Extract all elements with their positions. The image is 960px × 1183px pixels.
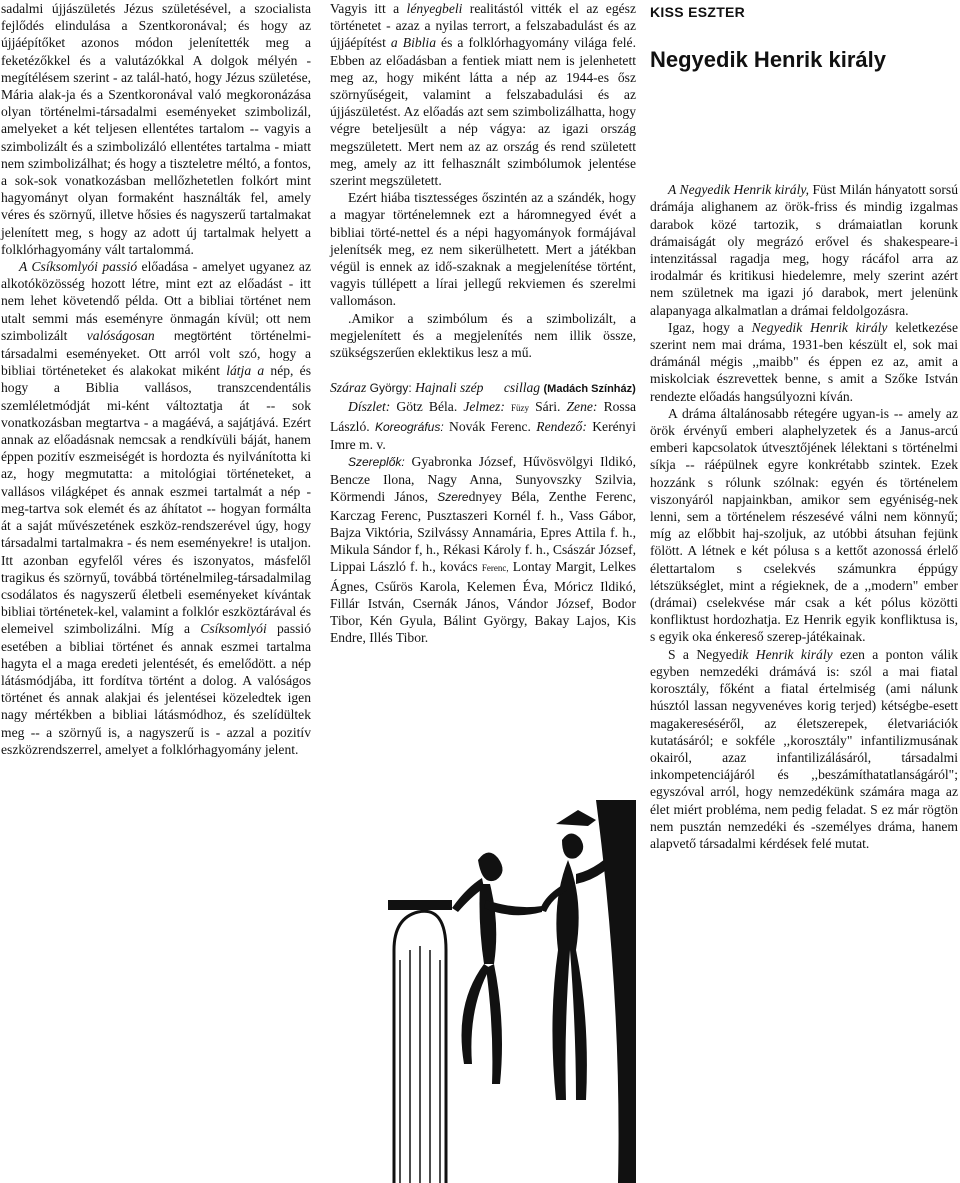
text-run: keletkezése szerint nem mai dráma, 1931-ben készült el, sok mai drámánál mégis ,,maibb" és éppen ez az, amit a miskolciak észrevettek benne, s amit a Szőke István rendezte előadás hangsúlyozni kíván. (650, 319, 958, 404)
credit-name: Götz Béla. (396, 399, 458, 415)
text-run: Füst Milán hányatott sorsú drámája alighanem az örök-friss és mindig izgalmas darabok közé tartozik, s drámaiatlan korunk drámaiságát oly megrázó erővel és shakespeare-i intenzitással ragadja meg, hogy rácáfol arra az irodalmár és kritikusi hiedelemre, mely szerint azért nem születnek ma igazi jó darabok, mert jelenünk alapanyaga alkalmatlan a drámai feldolgozásra. (650, 182, 958, 318)
paragraph: A dráma általánosabb rétegére ugyan-is -- amely az örök érvényű emberi alaphelyzetek és a Janus-arcú emberi kapcsolatok útvesztőjének lélektani s történelmi síkja -- ráépülnek egyre konkrétabb szintek. Ezek hozzánk s rólunk szólnak: egyén és történelem viszonyáról napjainkban, amikor sem egyéniség-nek lenni, sem a történelem részesévé válni nem könnyű; míg az előbbit haj-szoljuk, az utóbbi átsuhan fejünk fölött. A létnek e két pólusa s a kettőt azonossá érlelő élettartalom s cselekvés számunkra éppúgy létszükséglet, mint a régieknek, de a ,,modern" ember (drámai) cselekvése már csak a két pólus közötti konfliktust hordozhatja. Ez Henrik egyik konfliktusa is, s egyik oka énkereső szerep-játékainak. (650, 405, 958, 645)
spacer (650, 73, 958, 181)
credit-label: Zene: (566, 399, 598, 415)
text-run: történelmi-társadalmi eseményeket. Ott arról volt szó, hogy a bibliai történeteket és alakokat miként (1, 327, 312, 379)
credit-name: Novák Ferenc. (449, 418, 531, 434)
credits-play (330, 379, 636, 398)
text-run: és a folklórhagyomány világa felé. Ebben az előadásban a fentiek miatt nem is jelenhetett meg az, hogy miként látta a nép az 1944-es ősz szörnyűségeit, valamint a felszabadulási és az újjászületést. Az előadás azt sem szimbolizálhatta, hogy végre beteljesült a nép vágya: az igazi ország megszületett. Mert nem az az ország és rend született meg, amely az itt felhasznált szimbólumok jelentése szerint megszületett. (330, 35, 636, 189)
italic-title: A Negyedik Henrik király, (668, 182, 810, 198)
text-run: előadása - amelyet ugyanez az alkotóközösség hozott létre, mint ezt az előadást - itt nem lehet követendő példa. Ott a bibliai történet nem utalt semmi más eseményre önmagán kívül; ott nem szimbolizált (1, 259, 311, 343)
paragraph: Ezért hiába tisztességes őszintén az a szándék, hogy a magyar történelemnek ezt a háromnegyed évét a bibliai törté-nettel és a népi hagyományok formájával jelenítsék meg, ez nem sikerülhetett. Mert a játékban végül is ennek az idő-szaknak a megjelenítése történt, vagyis túllépett a lírai jellegű rekviemen és szerelmi vallomáson. (330, 190, 636, 309)
paragraph (1, 258, 311, 758)
paragraph (650, 319, 958, 405)
text-run: passió esetében a bibliai történet és annak eszmei tartalma hagyta el a maga eredeti jelentését, és emelődött. a nép látásmódjába, itt fordítva történt a dolog. A valóságos történet és annak alakjai és jelentései közeledtek igen nagy mértékben a bibliai látásmódhoz, és szelídültek meg -- a szörnyű is, a nagyszerű is - azzal a pozitív eszközrendszerrel, amelyet a folklórhagyomány jelent. (1, 621, 311, 757)
text-run: Lontay Margit, Lelkes Ágnes, Csűrös Karola, Kelemen Éva, Móricz Ildikó, Fillár István, Csernák János, Vándor József, Bodor Tibor, Kén Gyula, Bálint György, Bakay Lajos, Kis Endre, Illés Tibor. (330, 559, 636, 646)
credit-name: Kerényi Imre m. v. (330, 418, 637, 452)
text-run: realitástól vitték el az egész történetet - azaz a nyilas terrort, a felszabadulást és az újjáépítést (330, 1, 636, 51)
credit-author-label: Száraz (330, 380, 367, 396)
italic-title: Negyedik Henrik király (751, 319, 888, 335)
column-2 (330, 0, 636, 646)
credits-block (330, 379, 636, 646)
text-run: Igaz, hogy a (668, 319, 752, 335)
column-3 (650, 0, 958, 852)
text-run: Szere (437, 490, 469, 505)
credit-name: Sári. (535, 399, 561, 415)
credit-author-name: György: (369, 381, 412, 396)
credit-name: Füzy (510, 403, 529, 414)
article-title: Negyedik Henrik király (650, 47, 887, 73)
credit-name: Rossa László. (330, 399, 637, 434)
text-run: dnyey Béla, Zenthe Ferenc, Karczag Ferenc, Pusztaszeri Kornél f. h., Vass Gábor, Bajza Viktória, Szilvássy Annamária, Epres Attila f. h., Mikula Sándor f, h., Rékasi Károly f. h., Császár József, Lippai László f. h., kovács (330, 489, 636, 575)
text-run: nép, és hogy a Biblia vallásos, transzcendentális szemléletmódját mi-ként változtatja át -- sok vonatkozásban megtartva - a magáévá, a sajátjává. Ezért annak az előadásnak nemcsak a rendkívüli báját, hanem éppen pozitív eszmeiségét is hordozta és nyilvánította ki az, hogy megmutatta: a mitológiai történeteket, a vallásos világképet és annak eszmei tartalmát a nép - meg-tartva sok elemét és az áhítatot -- hogyan formálta át a saját művészetének eszköz-rendszerével úgy, hogy társadalmi tartalmakra - és nem eseményekre! is utaljon. Itt azonban egyfelől véres és iszonyatos, másfelől tragikus és szörnyű, továbbá történelmileg-társadalmilag csodálatos és nagyszerű életbeli eseményeket kívántak bibliai történetek-kel, valamint a folklór eszköztárával és elemeivel szimbolizálni. Míg a (1, 363, 311, 637)
credits-crew (330, 398, 636, 453)
italic-word: lényegbeli (406, 1, 463, 16)
credit-play-title: Hajnali szép (415, 380, 484, 396)
italic-word: a Biblia (390, 35, 436, 51)
article-author: KISS ESZTER (650, 4, 746, 20)
credits-cast (330, 453, 636, 646)
credit-play-title-end: csillag (503, 380, 541, 396)
italic-word: Csíksomlyói (200, 621, 267, 637)
column-1 (1, 0, 311, 758)
credit-label: Rendező: (536, 418, 587, 434)
paragraph (650, 646, 958, 852)
paragraph: .Amikor a szimbólum és a szimbolizált, a megjelenített és a megjelenítés nem illik össze, szükségszerűen eklektikus lesz a mű. (330, 310, 636, 361)
credit-label: Koreográfus: (374, 419, 444, 434)
paragraph: sadalmi újjászületés Jézus születésével, a szocialista fejlődés elindulása a Szentkoronával; és hogy az újjáépítőket azonos módon jelenítették meg a feketézőkkel és a valutázókkal A dolgok mélyén - megítélésem szerint - az talál-ható, hogy Jézus születése, Mária alak-ja és a Szentkoronával való megkoronázása olyan történelmi-társadalmi eseményeket szimbolizál, amelyeket a két teljesen ellentétes tartalom -- vagyis a szimbolizált és a szimbolizáló ellentétes tartalma - miatt nem szimbolizálhat; és hogy a tiszteletre méltó, a fontos, a sok-sok vonatkozásban mellőzhetetlen folkórt mint hagyományt olyan formaként használták fel, amely véres és szörnyű, illetve hősies és nagyszerű tartalmakat jelenített meg, s hogy az adott új tartalmak helyett a folklórhagyomány vált tartalommá. (1, 1, 311, 257)
credit-label: Szereplők: (348, 455, 405, 470)
text-run: Vagyis itt a (330, 1, 407, 16)
text-run: Ferenc, (481, 563, 509, 574)
woodcut-illustration (386, 800, 636, 1183)
text-run: Gyabronka József, Hűvösvölgyi Ildikó, Bencze Ilona, Nagy Anna, Sunyovszky Szilvia, Körmendi János, (330, 454, 636, 505)
italic-title: ik Henrik király (738, 646, 833, 662)
italic-title: A Csíksomlyói passió (19, 259, 138, 275)
italic-word: látja a (226, 363, 265, 379)
paragraph (330, 0, 636, 189)
paragraph (650, 181, 958, 319)
text-run: S a Negyed (668, 646, 739, 662)
credit-label: Jelmez: (463, 399, 505, 415)
italic-word: valóságosan (86, 327, 155, 343)
credit-label: Díszlet: (348, 399, 391, 415)
text-run: megtörtént (154, 328, 232, 343)
text-run: ezen a ponton válik egyben nemzedéki drámává is: szól a mai fiatal korosztály, főként a fiatal értelmiség (ami nálunk húsztól lassan negyvenéves korig terjed) kétségbe-esett magakereséséről, az életszerepek, életvariációk kutatásáról; e sokféle ,,korosztály" infantilizmusának okairól, azaz infantilizálásáról, társadalmi inkompetenciájáról és ,,beszámíthatatlanságáról"; egyszóval arról, hogy nemzedékünk számára maga az élet miért probléma, nem pedig feladat. S ez már rögtön nem pusztán nemzedéki és -személyes dráma, hanem alapvető társadalmi kérdések felé mutat. (650, 646, 958, 851)
credit-theatre: (Madách Színház) (543, 383, 636, 396)
